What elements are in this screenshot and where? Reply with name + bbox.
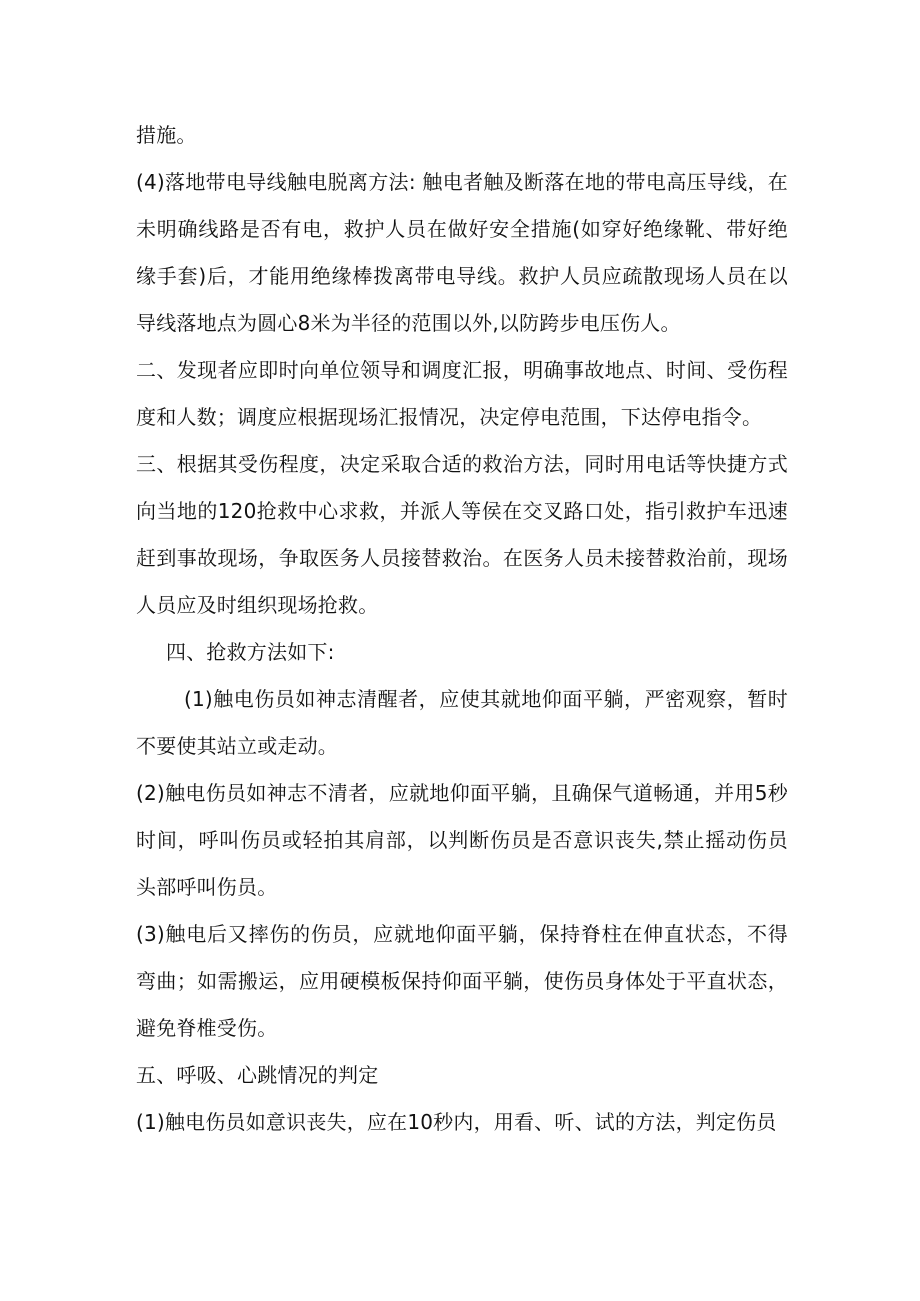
paragraph-treatment-and-120: 三、根据其受伤程度，决定采取合适的救治方法，同时用电话等快捷方式向当地的120抢救中心求救，并派人等侯在交叉路口处，指引救护车迅速赶到事故现场，争取医务人员接替救治。在医务人员未接替救治前，现场人员应及时组织现场抢救。 — [136, 452, 788, 617]
paragraph-fall-injury-victim: (3)触电后又摔伤的伤员，应就地仰面平躺，保持脊柱在伸直状态，不得弯曲；如需搬运，应用硬模板保持仰面平躺，使伤员身体处于平直状态，避免脊椎受伤。 — [136, 922, 788, 1040]
paragraph-conscious-victim: (1)触电伤员如神志清醒者，应使其就地仰面平躺，严密观察，暂时不要使其站立或走动。 — [136, 687, 788, 758]
paragraph-unconscious-victim: (2)触电伤员如神志不清者，应就地仰面平躺，且确保气道畅通，并用5秒时间，呼叫伤员或轻拍其肩部，以判断伤员是否意识丧失,禁止摇动伤员头部呼叫伤员。 — [136, 781, 788, 899]
paragraph-consciousness-check: (1)触电伤员如意识丧失，应在10秒内，用看、听、试的方法，判定伤员 — [136, 1110, 777, 1134]
paragraph-fallen-wire-rescue: (4)落地带电导线触电脱离方法: 触电者触及断落在地的带电高压导线，在未明确线路是否有电，救护人员在做好安全措施(如穿好绝缘靴、带好绝缘手套)后，才能用绝缘棒拨离带电导线。救护人员应疏散现场人员在以导线落地点为圆心8米为半径的范围以外,以防跨步电压伤人。 — [136, 170, 788, 335]
heading-breathing-heartbeat: 五、呼吸、心跳情况的判定 — [136, 1063, 379, 1087]
paragraph-report-to-leadership: 二、发现者应即时向单位领导和调度汇报，明确事故地点、时间、受伤程度和人数；调度应根据现场汇报情况，决定停电范围，下达停电指令。 — [136, 358, 788, 429]
paragraph-measures-end: 措施。 — [136, 123, 197, 147]
heading-rescue-methods: 四、抢救方法如下: — [166, 640, 335, 664]
document-body — [136, 112, 788, 1146]
